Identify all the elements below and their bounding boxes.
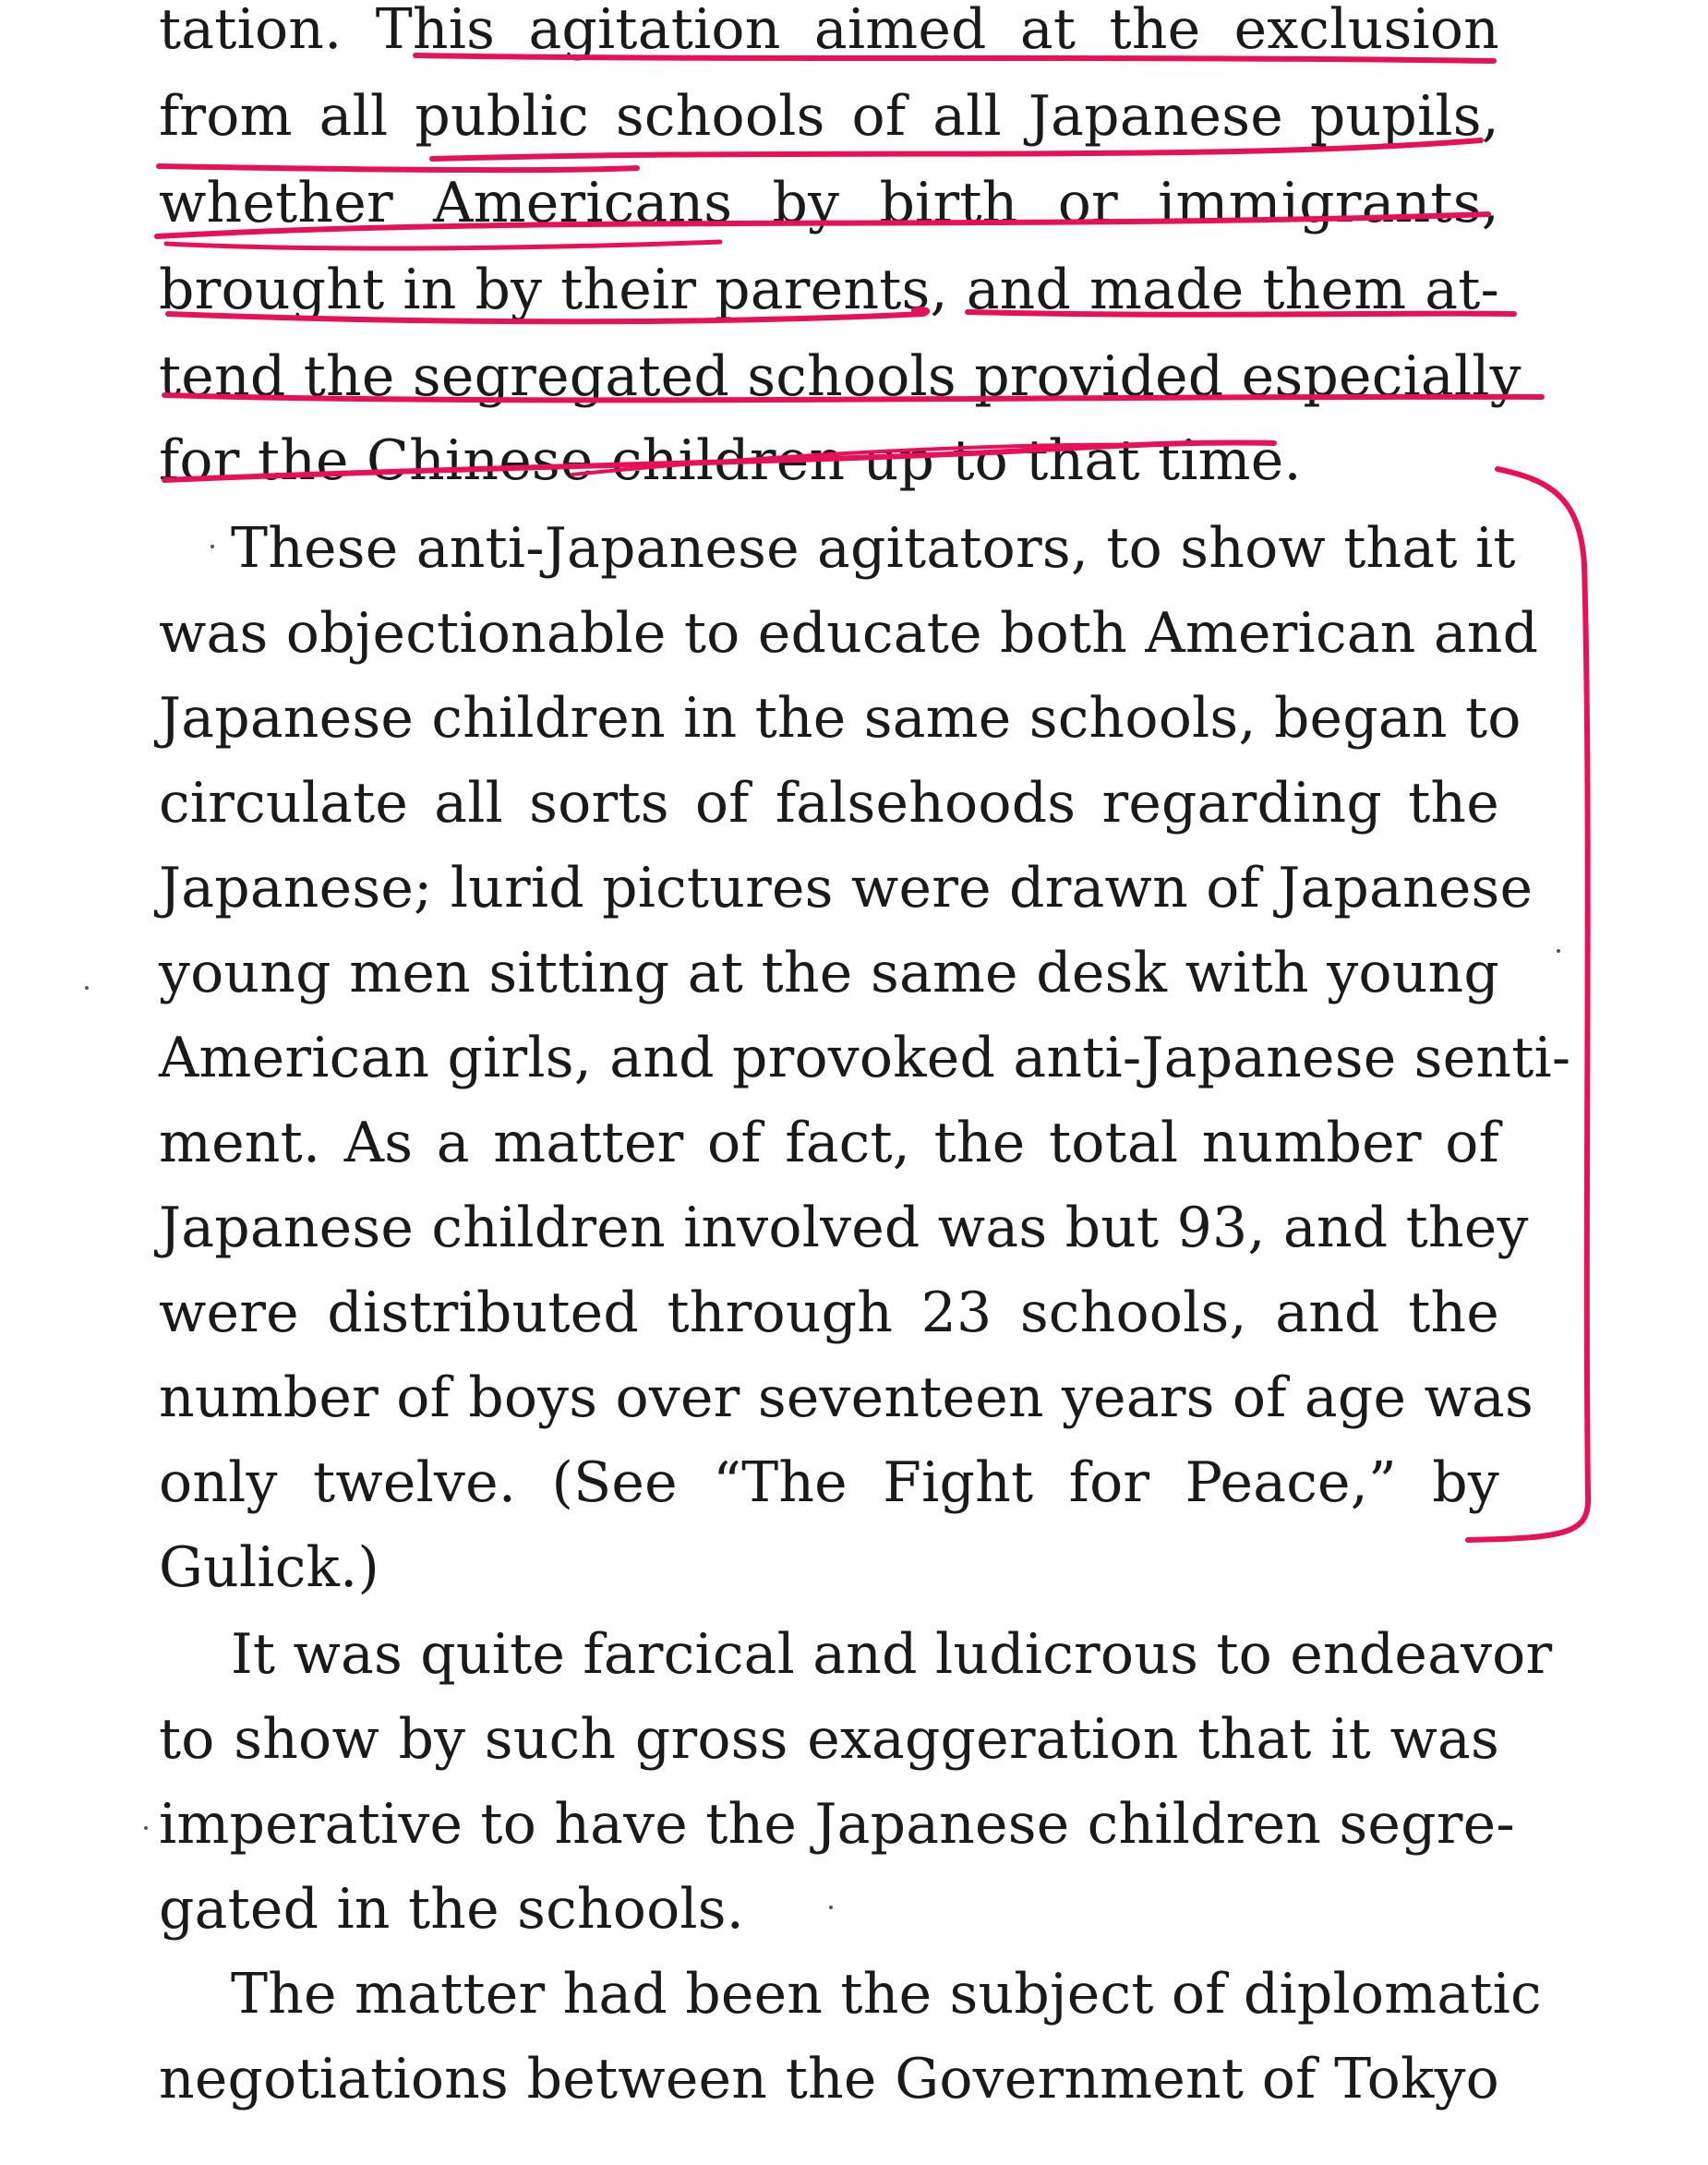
text-line-1: tation. This agitation aimed at the exclusion	[159, 0, 1499, 62]
text-line-22: imperative to have the Japanese children segre-	[159, 1792, 1515, 1857]
scan-speck	[144, 1826, 148, 1830]
text-line-3: whether Americans by birth or immigrants,	[159, 171, 1499, 235]
text-line-16: were distributed through 23 schools, and the	[159, 1281, 1499, 1345]
text-line-12: young men sitting at the same desk with young	[159, 941, 1499, 1005]
text-line-6: for the Chinese children up to that time.	[159, 428, 1302, 493]
text-line-14: ment. As a matter of fact, the total number of	[159, 1111, 1499, 1175]
text-line-21: to show by such gross exaggeration that it was	[159, 1707, 1499, 1772]
text-line-4: brought in by their parents, and made them at-	[159, 258, 1499, 322]
text-line-19: Gulick.)	[159, 1535, 379, 1600]
text-line-24: The matter had been the subject of diplomatic	[231, 1962, 1542, 2027]
text-line-18: only twelve. (See “The Fight for Peace,” by	[159, 1450, 1499, 1515]
text-line-5: tend the segregated schools provided especially	[159, 344, 1522, 409]
text-line-15: Japanese children involved was but 93, and they	[159, 1196, 1529, 1260]
scan-speck	[210, 545, 214, 548]
text-line-2: from all public schools of all Japanese pupils,	[159, 84, 1499, 149]
scan-speck	[829, 1906, 833, 1909]
text-line-7: These anti-Japanese agitators, to show that it	[231, 516, 1516, 581]
text-line-23: gated in the schools.	[159, 1877, 745, 1942]
text-line-8: was objectionable to educate both American and	[159, 601, 1539, 666]
text-line-9: Japanese children in the same schools, began to	[159, 686, 1522, 751]
scan-speck	[1557, 949, 1560, 953]
text-line-10: circulate all sorts of falsehoods regarding the	[159, 771, 1499, 836]
text-line-25: negotiations between the Government of Tokyo	[159, 2047, 1499, 2111]
scan-speck	[85, 986, 89, 990]
text-line-17: number of boys over seventeen years of age was	[159, 1365, 1534, 1430]
text-line-20: It was quite farcical and ludicrous to endeavor	[231, 1622, 1553, 1687]
text-line-11: Japanese; lurid pictures were drawn of Japanese	[159, 856, 1534, 920]
text-line-13: American girls, and provoked anti-Japanese senti-	[159, 1026, 1571, 1090]
